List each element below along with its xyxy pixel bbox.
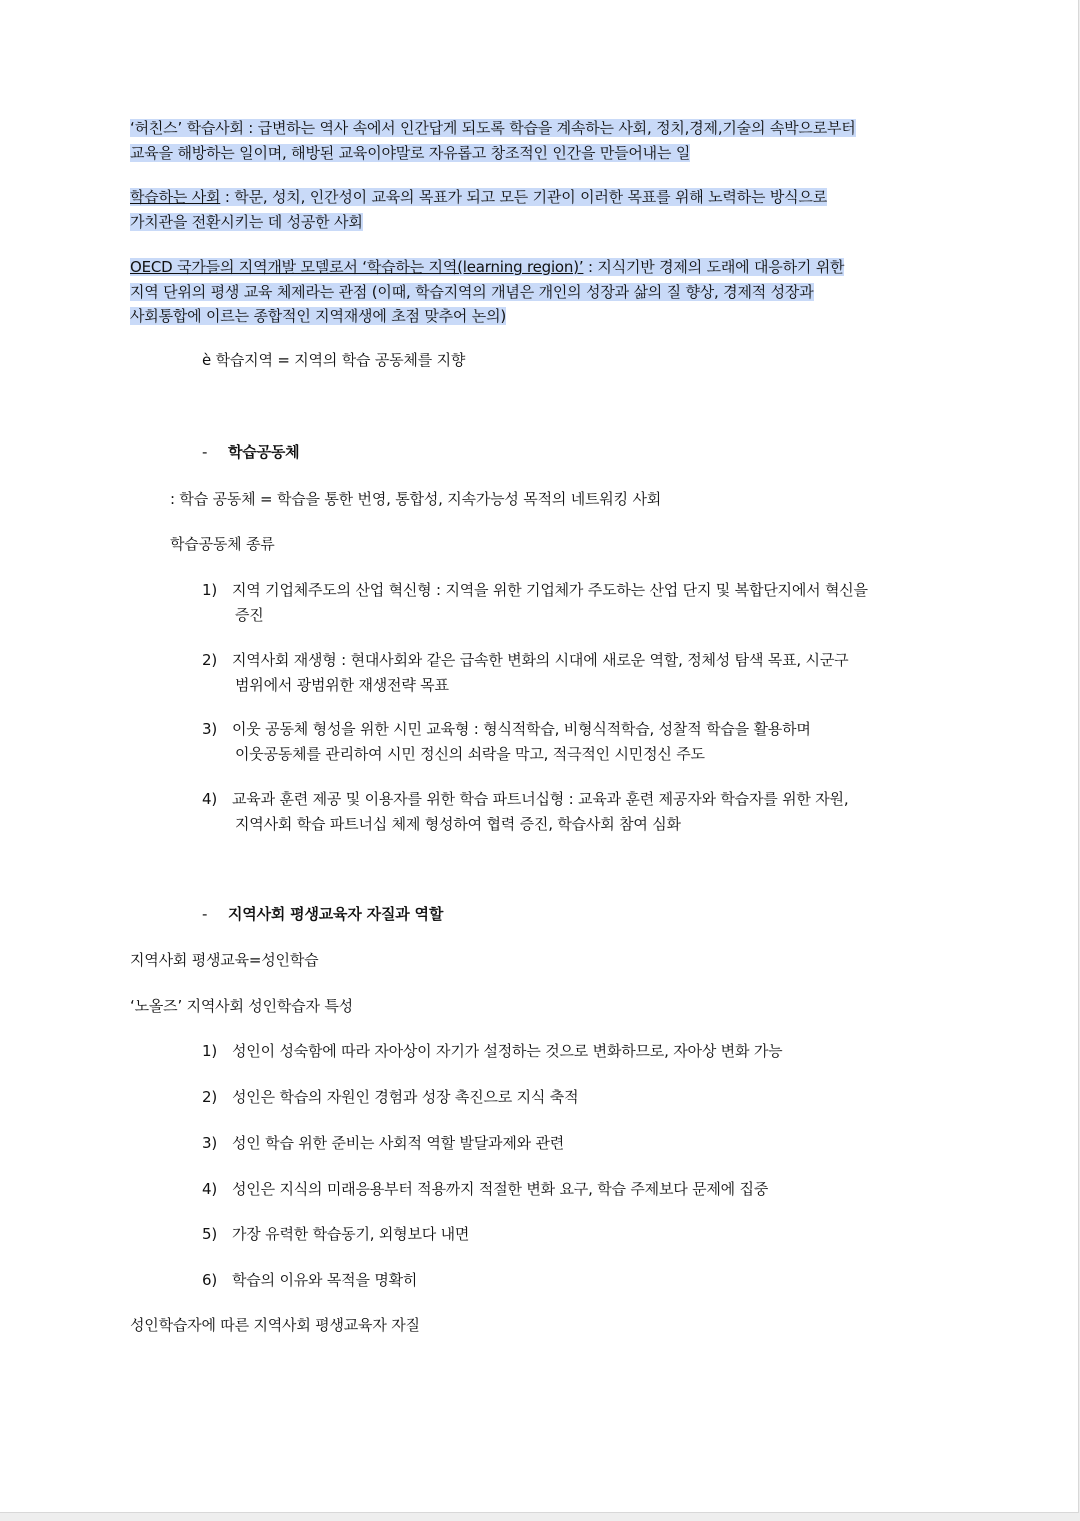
hutchins-paragraph <box>130 116 930 165</box>
oecd-line-1: : 지식기반 경제의 도래에 대응하기 위한 <box>583 258 845 276</box>
list-item <box>202 1222 942 1247</box>
list-item <box>202 1039 942 1064</box>
oecd-paragraph <box>130 255 930 329</box>
section-heading-lifelong-educator <box>202 903 443 924</box>
list-item-continuation: 범위에서 광범위한 재생전략 목표 <box>235 675 449 694</box>
heading-dash: - <box>202 443 208 461</box>
list-item-text: 성인은 지식의 미래응용부터 적용까지 적절한 변화 요구, 학습 주제보다 문제에 집중 <box>232 1180 769 1198</box>
lifelong-education-line: 지역사회 평생교육=성인학습 <box>130 951 319 969</box>
list-number: 2) <box>202 651 217 669</box>
heading-dash: - <box>202 905 208 923</box>
list-item-continuation: 이웃공동체를 관리하여 시민 정신의 쇠락을 막고, 적극적인 시민정신 주도 <box>235 744 705 763</box>
list-number: 1) <box>202 581 217 599</box>
learning-society-paragraph <box>130 185 930 234</box>
section-heading-learning-community <box>202 441 299 462</box>
hutchins-line-2: 교육을 해방하는 일이며, 해방된 교육이야말로 자유롭고 창조적인 인간을 만들어내는 일 <box>130 143 691 162</box>
learning-society-term: 학습하는 사회 <box>130 188 221 206</box>
list-number: 5) <box>202 1225 217 1243</box>
list-item-text: 성인은 학습의 자원인 경험과 성장 촉진으로 지식 축적 <box>232 1088 579 1106</box>
list-item <box>202 1085 942 1110</box>
learning-region-summary: è 학습지역 = 지역의 학습 공동체를 지향 <box>202 351 466 369</box>
list-number: 1) <box>202 1042 217 1060</box>
list-item <box>202 648 942 697</box>
list-item-text: 지역 기업체주도의 산업 혁신형 : 지역을 위한 기업체가 주도하는 산업 단지 및 복합단지에서 혁신을 <box>232 581 868 599</box>
learning-society-line-2: 가치관을 전환시키는 데 성공한 사회 <box>130 212 363 231</box>
list-item-text: 성인 학습 위한 준비는 사회적 역할 발달과제와 관련 <box>232 1134 565 1152</box>
list-item-text: 이웃 공동체 형성을 위한 시민 교육형 : 형식적학습, 비형식적학습, 성찰적 학습을 활용하며 <box>232 720 811 738</box>
list-item <box>202 787 942 836</box>
list-item-text: 가장 유력한 학습동기, 외형보다 내면 <box>232 1225 470 1243</box>
list-item <box>202 578 942 627</box>
learning-community-types-label: 학습공동체 종류 <box>170 535 275 553</box>
oecd-line-3: 사회통합에 이르는 종합적인 지역재생에 초점 맞추어 논의) <box>130 307 507 325</box>
list-item-text: 지역사회 재생형 : 현대사회와 같은 급속한 변화의 시대에 새로운 역할, 정체성 탐색 목표, 시군구 <box>232 651 849 669</box>
closing-line: 성인학습자에 따른 지역사회 평생교육자 자질 <box>130 1316 420 1334</box>
list-item-continuation: 증진 <box>235 605 264 624</box>
list-item <box>202 1268 942 1293</box>
list-item <box>202 1177 942 1202</box>
section-title: 학습공동체 <box>228 443 300 461</box>
hutchins-line-1: ‘허친스’ 학습사회 : 급변하는 역사 속에서 인간답게 되도록 학습을 계속하는 사회, 정치,경제,기술의 속박으로부터 <box>130 119 856 137</box>
list-number: 4) <box>202 790 217 808</box>
oecd-line-2: 지역 단위의 평생 교육 체제라는 관점 (이때, 학습지역의 개념은 개인의 성장과 삶의 질 향상, 경제적 성장과 <box>130 282 814 301</box>
learning-region-term: OECD 국가들의 지역개발 모델로서 ‘학습하는 지역(learning region)’ <box>130 258 584 276</box>
list-number: 3) <box>202 720 217 738</box>
list-item-text: 학습의 이유와 목적을 명확히 <box>232 1271 418 1289</box>
list-item <box>202 717 942 766</box>
list-item-text: 교육과 훈련 제공 및 이용자를 위한 학습 파트너십형 : 교육과 훈련 제공자와 학습자를 위한 자원, <box>232 790 849 808</box>
learning-society-line-1: : 학문, 성치, 인간성이 교육의 목표가 되고 모든 기관이 이러한 목표를 위해 노력하는 방식으로 <box>220 188 827 206</box>
list-number: 6) <box>202 1271 217 1289</box>
knowles-characteristics-label: ‘노올즈’ 지역사회 성인학습자 특성 <box>130 997 353 1015</box>
list-number: 4) <box>202 1180 217 1198</box>
section-title: 지역사회 평생교육자 자질과 역할 <box>228 905 444 923</box>
learning-community-definition: : 학습 공동체 = 학습을 통한 번영, 통합성, 지속가능성 목적의 네트워킹 사회 <box>170 490 662 508</box>
list-item <box>202 1131 942 1156</box>
list-number: 3) <box>202 1134 217 1152</box>
list-item-text: 성인이 성숙함에 따라 자아상이 자기가 설정하는 것으로 변화하므로, 자아상 변화 가능 <box>232 1042 783 1060</box>
list-item-continuation: 지역사회 학습 파트너십 체제 형성하여 협력 증진, 학습사회 참여 심화 <box>235 814 681 833</box>
list-number: 2) <box>202 1088 217 1106</box>
